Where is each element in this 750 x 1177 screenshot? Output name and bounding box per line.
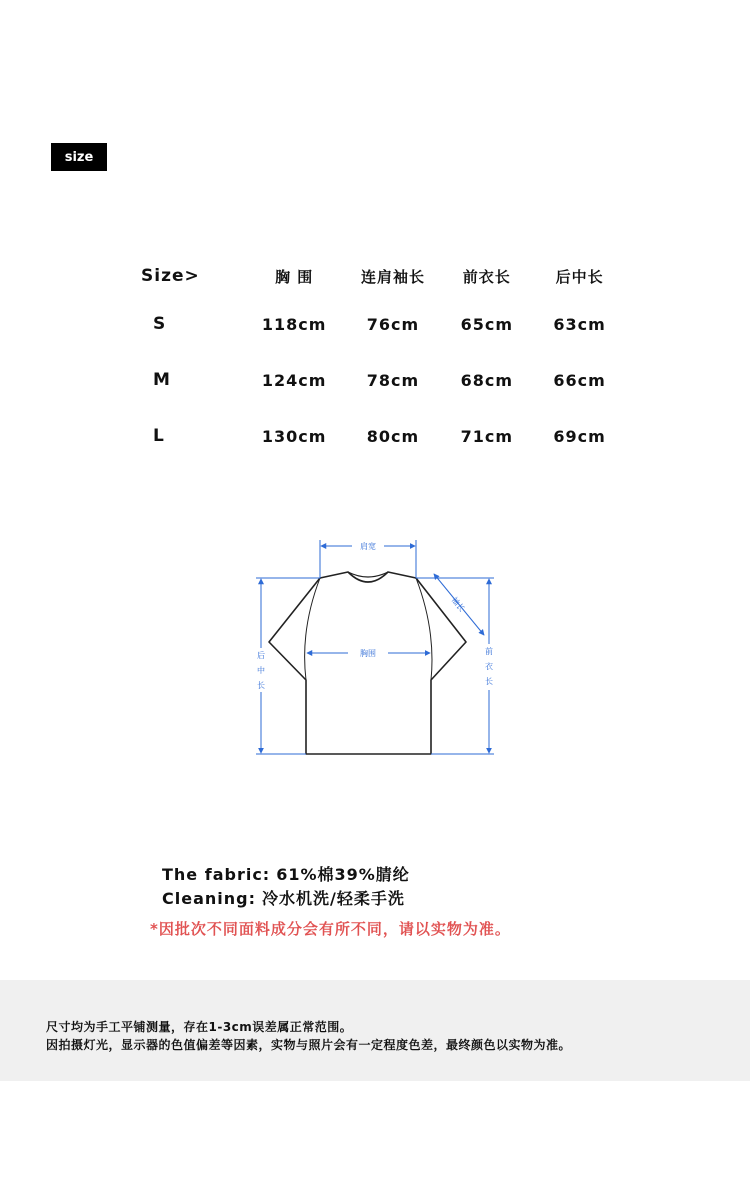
size-name: M	[153, 370, 171, 390]
fabric-value: 61%棉39%腈纶	[276, 865, 410, 884]
back-length-label-3: 长	[257, 681, 265, 690]
sleeve-label: 袖长	[449, 595, 467, 614]
front-length-label-3: 长	[485, 677, 493, 686]
fabric-label: The fabric:	[162, 865, 271, 884]
tshirt-measurement-diagram	[248, 530, 508, 770]
back-length-label-2: 中	[257, 666, 265, 675]
table-cell: 118cm	[261, 314, 327, 334]
table-row	[128, 352, 628, 408]
size-tag: size	[51, 143, 107, 171]
header-back-length: 后中长	[555, 267, 604, 286]
front-length-label-1: 前	[485, 647, 493, 656]
table-cell: 69cm	[553, 426, 606, 446]
disclaimer-footer	[0, 980, 750, 1081]
front-length-label-2: 衣	[485, 662, 493, 671]
table-cell: 76cm	[366, 314, 420, 334]
table-cell: 80cm	[366, 426, 420, 446]
cleaning-value: 冷水机洗/轻柔手洗	[262, 889, 405, 908]
header-sleeve-length: 连肩袖长	[360, 267, 425, 286]
size-name: L	[153, 426, 165, 446]
table-cell: 130cm	[261, 426, 327, 446]
header-chest: 胸 围	[275, 267, 314, 286]
table-cell: 63cm	[553, 314, 606, 334]
table-cell: 71cm	[460, 426, 513, 446]
cleaning-info	[162, 886, 405, 909]
disclaimer-line-1: 尺寸均为手工平铺测量，存在1-3cm误差属正常范围。	[46, 1020, 353, 1034]
back-length-label-1: 后	[257, 651, 265, 660]
table-row	[128, 408, 628, 464]
size-chart-table	[128, 256, 628, 464]
table-cell: 124cm	[261, 370, 327, 390]
tshirt-outline	[269, 572, 466, 754]
batch-note: *因批次不同面料成分会有所不同，请以实物为准。	[150, 920, 511, 938]
table-cell: 65cm	[460, 314, 513, 334]
table-cell: 78cm	[366, 370, 420, 390]
shoulder-label: 肩宽	[360, 542, 376, 551]
table-cell: 66cm	[553, 370, 606, 390]
disclaimer-line-2: 因拍摄灯光，显示器的色值偏差等因素，实物与照片会有一定程度色差，最终颜色以实物为准。	[46, 1038, 572, 1052]
table-row	[128, 296, 628, 352]
size-name: S	[153, 314, 167, 334]
fabric-info	[162, 862, 410, 885]
right-seam	[416, 578, 432, 680]
table-corner-label: Size>	[141, 266, 200, 286]
table-cell: 68cm	[460, 370, 513, 390]
table-header-row	[128, 256, 628, 296]
cleaning-label: Cleaning:	[162, 889, 256, 908]
header-front-length: 前衣长	[462, 267, 511, 286]
chest-label: 胸围	[360, 649, 376, 658]
